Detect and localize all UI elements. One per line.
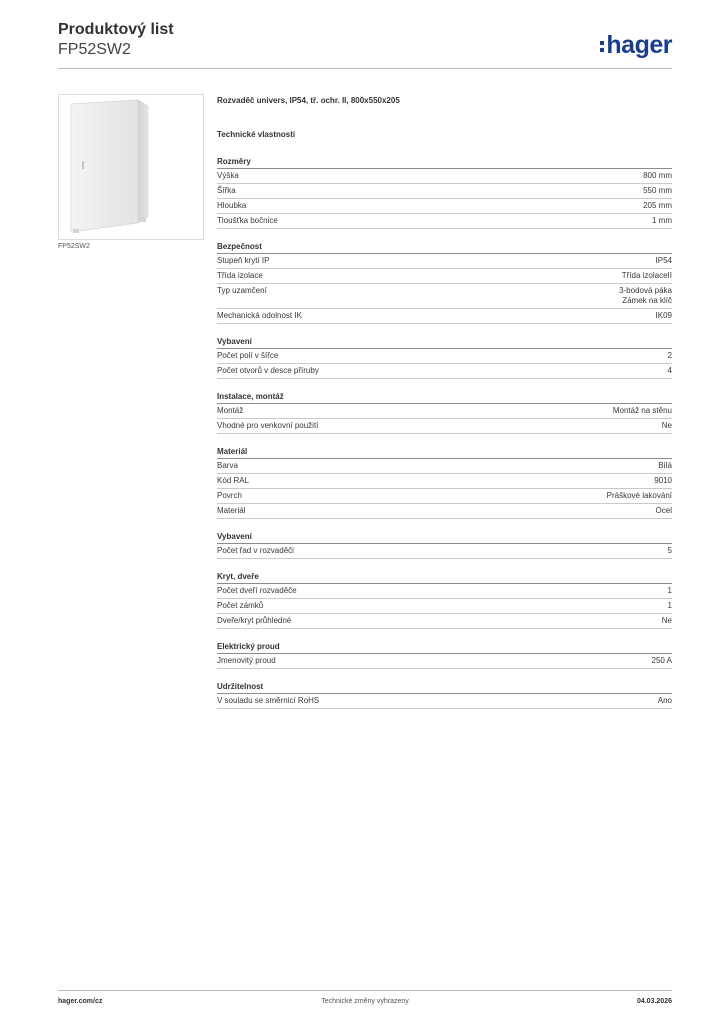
- cabinet-icon: [59, 95, 203, 239]
- section-title: Materiál: [217, 446, 672, 459]
- page-header: [58, 20, 672, 60]
- spec-sections: [217, 156, 672, 709]
- spec-label: Počet polí v šířce: [217, 351, 279, 360]
- spec-value: [652, 216, 672, 226]
- spec-value-line: Bílá: [658, 461, 672, 470]
- spec-row: [217, 474, 672, 489]
- spec-value: [654, 476, 672, 486]
- spec-value: [656, 311, 672, 321]
- spec-value-line: Ne: [661, 421, 672, 430]
- spec-value: [668, 546, 672, 556]
- spec-row: [217, 459, 672, 474]
- section-title: Kryt, dveře: [217, 571, 672, 584]
- spec-value: [658, 461, 672, 471]
- section-title: Bezpečnost: [217, 241, 672, 254]
- document-title: Produktový list: [58, 21, 174, 38]
- spec-label: Tloušťka bočnice: [217, 216, 278, 225]
- spec-row: [217, 654, 672, 669]
- spec-value: [656, 506, 672, 516]
- spec-label: Dveře/kryt průhledné: [217, 616, 292, 625]
- spec-value-line: IK09: [655, 311, 672, 320]
- spec-section: [217, 531, 672, 559]
- spec-value-line: Práškové lakování: [606, 491, 672, 500]
- spec-label: Materiál: [217, 506, 246, 515]
- spec-value-line: 5: [667, 546, 672, 555]
- section-title: Elektrický proud: [217, 641, 672, 654]
- spec-value-line: 1 mm: [652, 216, 672, 225]
- spec-label: Povrch: [217, 491, 242, 500]
- section-title: Instalace, montáž: [217, 391, 672, 404]
- spec-value-line: Montáž na stěnu: [612, 406, 672, 415]
- spec-label: Šířka: [217, 186, 236, 195]
- spec-row: [217, 214, 672, 229]
- spec-value: [656, 256, 672, 266]
- spec-label: Počet otvorů v desce příruby: [217, 366, 319, 375]
- spec-value-line: Třída izolaceII: [621, 271, 672, 280]
- spec-section: [217, 571, 672, 629]
- spec-label: Typ uzamčení: [217, 286, 267, 295]
- spec-value-line: 2: [667, 351, 672, 360]
- spec-value-line: 800 mm: [643, 171, 672, 180]
- spec-label: Počet řad v rozvaděči: [217, 546, 294, 555]
- spec-value-line: 250 A: [651, 656, 672, 665]
- spec-value-line: 1: [667, 586, 672, 595]
- spec-section: [217, 446, 672, 519]
- spec-row: [217, 489, 672, 504]
- product-description: Rozvaděč univers, IP54, tř. ochr. II, 800x550x205: [217, 96, 400, 105]
- spec-label: Počet zámků: [217, 601, 264, 610]
- spec-row: [217, 419, 672, 434]
- spec-row: [217, 309, 672, 324]
- spec-value-line: Ano: [657, 696, 672, 705]
- spec-value-line: 1: [667, 601, 672, 610]
- spec-value: [668, 351, 672, 361]
- spec-value: [643, 186, 672, 196]
- spec-value-line: 3-bodová páka: [619, 286, 672, 295]
- spec-value-line: Ne: [661, 616, 672, 625]
- spec-label: Stupeň krytí IP: [217, 256, 270, 265]
- spec-row: [217, 504, 672, 519]
- image-caption: FP52SW2: [58, 243, 90, 250]
- spec-section: [217, 391, 672, 434]
- spec-label: V souladu se směrnicí RoHS: [217, 696, 320, 705]
- spec-row: [217, 199, 672, 214]
- footer-divider: [58, 990, 672, 991]
- spec-value: [668, 366, 672, 376]
- spec-value-line: Zámek na klíč: [622, 296, 672, 305]
- spec-section: [217, 241, 672, 324]
- section-title: Rozměry: [217, 156, 672, 169]
- spec-value: [662, 421, 672, 431]
- header-divider: [58, 68, 672, 69]
- spec-section: [217, 156, 672, 229]
- spec-row: [217, 169, 672, 184]
- spec-row: [217, 614, 672, 629]
- spec-value-line: IP54: [655, 256, 672, 265]
- spec-value: [668, 601, 672, 611]
- section-title: Vybavení: [217, 531, 672, 544]
- footer-date: 04.03.2026: [636, 998, 672, 1005]
- spec-label: Barva: [217, 461, 238, 470]
- spec-value-line: 4: [667, 366, 672, 375]
- spec-value-line: 205 mm: [643, 201, 672, 210]
- spec-section: [217, 336, 672, 379]
- spec-row: [217, 269, 672, 284]
- spec-label: Montáž: [217, 406, 244, 415]
- spec-value: [643, 201, 672, 211]
- spec-row: [217, 254, 672, 269]
- spec-label: Mechanická odolnost IK: [217, 311, 302, 320]
- spec-value: [658, 696, 672, 706]
- spec-label: Jmenovitý proud: [217, 656, 276, 665]
- section-title: Udržitelnost: [217, 681, 672, 694]
- footer-notice: Technické změny vyhrazeny: [321, 998, 409, 1005]
- spec-value: [607, 491, 672, 501]
- hager-logo: [600, 30, 672, 60]
- spec-row: [217, 584, 672, 599]
- spec-value: [662, 616, 672, 626]
- spec-row: [217, 364, 672, 379]
- spec-label: Třída izolace: [217, 271, 263, 280]
- footer-website: hager.com/cz: [58, 998, 103, 1005]
- spec-label: Vhodné pro venkovní použití: [217, 421, 319, 430]
- product-code: FP52SW2: [58, 41, 131, 58]
- spec-value: [652, 656, 672, 666]
- section-title: Vybavení: [217, 336, 672, 349]
- logo-text: hager: [606, 30, 672, 59]
- spec-row: [217, 599, 672, 614]
- spec-value: [643, 171, 672, 181]
- spec-label: Hloubka: [217, 201, 247, 210]
- spec-section: [217, 681, 672, 709]
- spec-section: [217, 641, 672, 669]
- spec-row: [217, 284, 672, 309]
- spec-value: [613, 406, 672, 416]
- spec-value: [668, 586, 672, 596]
- spec-value-line: Ocel: [655, 506, 672, 515]
- spec-label: Výška: [217, 171, 239, 180]
- spec-value: [619, 286, 672, 306]
- spec-row: [217, 544, 672, 559]
- spec-value-line: 9010: [654, 476, 672, 485]
- spec-row: [217, 404, 672, 419]
- spec-row: [217, 694, 672, 709]
- spec-label: Počet dveří rozvaděče: [217, 586, 297, 595]
- spec-content: [217, 96, 672, 709]
- logo-dots-icon: [600, 41, 604, 52]
- spec-value-line: 550 mm: [643, 186, 672, 195]
- spec-label: Kód RAL: [217, 476, 250, 485]
- distribution-cabinet-image: [58, 94, 204, 240]
- spec-row: [217, 349, 672, 364]
- technical-properties-title: Technické vlastnosti: [217, 130, 296, 139]
- spec-row: [217, 184, 672, 199]
- spec-value: [622, 271, 672, 281]
